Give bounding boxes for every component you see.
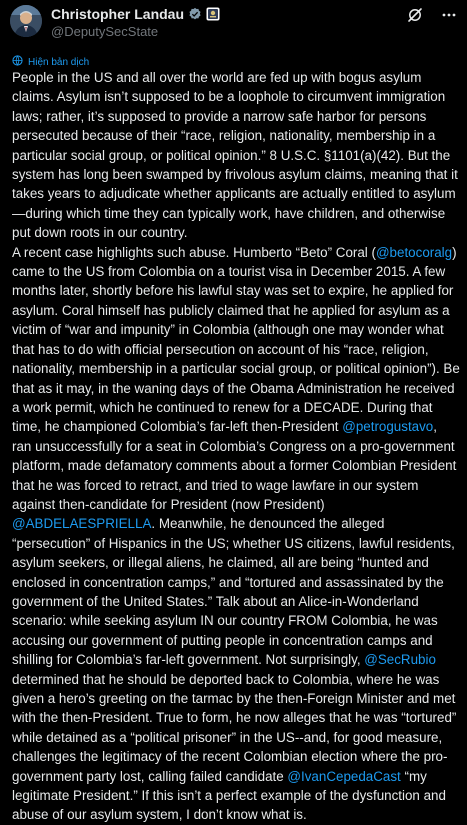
grok-icon[interactable] — [407, 7, 423, 23]
author-name-row — [51, 6, 220, 22]
show-translation-label: Hiện bản dịch — [28, 56, 90, 68]
translate-icon — [12, 55, 23, 69]
mention-link[interactable]: @betocoralg — [375, 244, 453, 260]
mention-link[interactable]: @ABDELAESPRIELLA — [12, 516, 152, 532]
avatar-portrait — [10, 5, 42, 37]
show-translation-link[interactable] — [12, 55, 89, 69]
mention-link[interactable]: @IvanCepedaCast — [287, 768, 401, 784]
post-text — [12, 68, 460, 825]
post-header — [0, 0, 467, 48]
author-handle[interactable]: @DeputySecState — [51, 24, 159, 39]
avatar[interactable] — [10, 5, 42, 37]
more-options-icon[interactable] — [441, 7, 457, 23]
post-text-segment: . Meanwhile, he denounced the alleged “persecution” of Hispanics in the US; whether US citizens, lawful residents, asylum seekers, or illegal aliens, he claimed, all are being “hunted and enclosed in concentration camps,” and “tortured and assassinated by the government of the United States.” Talk about an Alice-in-Wonderland scenario: while seeking asylum IN our country FROM Colombia, he was accusing our government of putting people in concentration camps and shilling for Colombia’s far-left government. Not surprisingly, — [12, 516, 455, 668]
government-affiliation-badge-icon — [206, 7, 220, 21]
post-text-segment: ) came to the US from Colombia on a tourist visa in December 2015. A few months later, shortly before his lawful stay was set to expire, he applied for asylum. Coral himself has publicly claimed that he applied for asylum as a victim of “war and impunity” in Colombia (although one may wonder what that has to do with official persecution on account of his “race, religion, nationality, membership in a particular social group, or political opinion”). Be that as it may, in the waning days of the Obama Administration he received a work permit, which he continued to renew for a DECADE. During that time, he championed Colombia’s far-left then-President — [12, 244, 460, 435]
mention-link[interactable]: @SecRubio — [364, 652, 436, 668]
post-text-segment: , ran unsuccessfully for a seat in Colombia’s Congress on a pro-government platform, made defamatory comments about a former Colombian President that he was forced to retract, and tried to wage lawfare in our system against then-candidate for President (now President) — [12, 419, 457, 512]
post-text-segment: determined that he should be deported back to Colombia, where he was given a hero’s greeting on the tarmac by the then-Foreign Minister and met with the then-President. True to form, he now alleges that he was “tortured” while detained as a “political prisoner” in the US--and, for good measure, challenges the legitimacy of the recent Colombian election where the pro-government party lost, calling failed candidate — [12, 671, 457, 784]
post-paragraph-2 — [12, 243, 460, 825]
post-text-segment: “my legitimate President.” If this isn’t a perfect example of the dysfunction and abuse of our asylum system, I don’t know what is. — [12, 768, 446, 823]
author-display-name[interactable]: Christopher Landau — [51, 6, 185, 22]
mention-link[interactable]: @petrogustavo — [342, 419, 434, 435]
verified-badge-icon — [188, 7, 202, 21]
post-paragraph-1: People in the US and all over the world are fed up with bogus asylum claims. Asylum isn’t supposed to be a loophole to circumvent immigration laws; rather, it’s supposed to provide a narrow safe harbor for persons persecuted because of their “race, religion, nationality, membership in a particular social group, or political opinion.” 8 U.S.C. §1101(a)(42). But the system has long been swamped by frivolous asylum claims, meaning that it takes years to adjudicate whether applicants are actually entitled to asylum—during which time they can typically work, have children, and otherwise put down roots in our country. — [12, 70, 458, 241]
header-actions — [407, 7, 457, 23]
post-text-segment: A recent case highlights such abuse. Humberto “Beto” Coral ( — [12, 244, 376, 260]
